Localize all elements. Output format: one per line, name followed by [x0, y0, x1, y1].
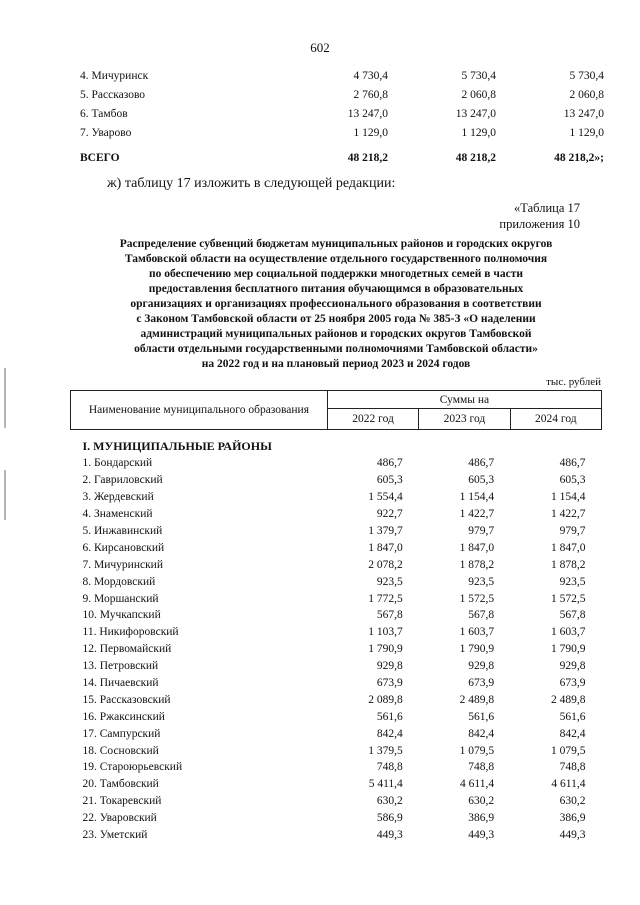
- table-row: [71, 776, 602, 793]
- value-2023: 4 611,4: [460, 778, 495, 791]
- title-line: Тамбовской области на осуществление отдельного государственного полномочия: [124, 253, 548, 265]
- value-2023: 5 730,4: [461, 70, 496, 82]
- value-2023: 1 422,7: [459, 508, 495, 521]
- value-2022: 630,2: [376, 795, 403, 808]
- row-name: 3. Жердевский: [82, 491, 154, 504]
- value-2022: 1 103,7: [368, 626, 403, 639]
- value-2023: 1 079,5: [459, 744, 495, 757]
- table-row: [80, 105, 604, 124]
- table-row: [71, 675, 602, 692]
- value-2024: 1 847,0: [551, 541, 586, 554]
- value-2024: 567,8: [559, 609, 586, 622]
- value-2024: 561,6: [559, 710, 586, 723]
- value-2022: 1 129,0: [353, 127, 388, 139]
- value-2024: 5 730,4: [569, 70, 604, 82]
- value-2024: 929,8: [559, 660, 586, 673]
- value-2024: 1 878,2: [551, 558, 586, 571]
- total-label: ВСЕГО: [80, 152, 120, 164]
- value-2024: 1 154,4: [551, 491, 586, 504]
- margin-mark: [4, 470, 6, 520]
- value-2024: 1 790,9: [551, 643, 586, 656]
- value-2023: 561,6: [468, 710, 495, 723]
- title-line: Распределение субвенций бюджетам муниципальных районов и городских округов: [119, 238, 553, 250]
- value-2022: 13 247,0: [347, 108, 388, 120]
- value-2024: 1 572,5: [551, 592, 586, 605]
- value-2023: 1 154,4: [459, 491, 495, 504]
- value-2023: 1 603,7: [459, 626, 495, 639]
- value-2023: 929,8: [468, 660, 495, 673]
- table-row: [71, 489, 602, 506]
- value-2022: 929,8: [376, 660, 403, 673]
- value-2023: 923,5: [468, 575, 495, 588]
- value-2023: 2 060,8: [461, 89, 496, 101]
- row-name: 5. Рассказово: [80, 89, 146, 101]
- value-2022: 842,4: [376, 727, 403, 740]
- title-line: администраций муниципальных районов и городских округов Тамбовской: [140, 328, 532, 340]
- value-2023: 567,8: [468, 609, 495, 622]
- table-row: [71, 523, 602, 540]
- total-2022: 48 218,2: [347, 152, 388, 164]
- previous-table-tail: [80, 67, 604, 173]
- value-2024: 386,9: [559, 812, 586, 825]
- value-2024: 673,9: [559, 677, 586, 690]
- value-2022: 1 847,0: [368, 541, 403, 554]
- value-2023: 1 790,9: [459, 643, 495, 656]
- table-body: [71, 430, 602, 844]
- total-2024: 48 218,2»;: [554, 152, 604, 164]
- header-row: [71, 391, 602, 409]
- value-2024: 449,3: [559, 829, 586, 842]
- caption-line: приложения 10: [499, 217, 580, 231]
- table-row: [80, 67, 604, 86]
- value-2022: 4 730,4: [353, 70, 388, 82]
- value-2022: 1 772,5: [368, 592, 403, 605]
- value-2023: 630,2: [468, 795, 495, 808]
- value-2022: 561,6: [376, 710, 403, 723]
- value-2022: 605,3: [376, 474, 403, 487]
- table-row: [71, 607, 602, 624]
- table-row: [71, 793, 602, 810]
- value-2024: 1 079,5: [551, 744, 586, 757]
- table-row: [71, 455, 602, 472]
- value-2024: 1 603,7: [551, 626, 586, 639]
- row-name: 13. Петровский: [82, 660, 159, 673]
- value-2022: 923,5: [376, 575, 403, 588]
- value-2022: 2 078,2: [368, 558, 403, 571]
- row-name: 5. Инжавинский: [82, 525, 163, 537]
- table-row: [71, 759, 602, 776]
- value-2023: 842,4: [468, 727, 495, 740]
- subsidy-table: [70, 390, 602, 843]
- row-name: 7. Уварово: [80, 127, 132, 139]
- value-2022: 486,7: [376, 457, 403, 470]
- section-title: I. МУНИЦИПАЛЬНЫЕ РАЙОНЫ: [82, 438, 272, 453]
- value-2023: 2 489,8: [459, 693, 495, 706]
- table-row: [71, 708, 602, 725]
- row-name: 16. Ржаксинский: [82, 710, 165, 723]
- value-2023: 673,9: [468, 677, 495, 690]
- row-name: 1. Бондарский: [82, 457, 153, 470]
- value-2024: 1 129,0: [569, 127, 604, 139]
- value-2024: 13 247,0: [563, 108, 604, 120]
- header-2023: 2023 год: [419, 409, 510, 430]
- row-name: 17. Сампурский: [82, 727, 161, 740]
- value-2024: 605,3: [559, 474, 586, 487]
- row-name: 7. Мичуринский: [82, 558, 163, 571]
- table-row: [71, 691, 602, 708]
- value-2024: 486,7: [559, 457, 586, 470]
- total-row: [80, 143, 604, 173]
- header-sums: Суммы на: [327, 391, 601, 409]
- table-row: [80, 124, 604, 143]
- table-row: [71, 556, 602, 573]
- row-name: 18. Сосновский: [82, 744, 159, 757]
- value-2023: 979,7: [468, 525, 495, 537]
- row-name: 15. Рассказовский: [82, 693, 171, 706]
- value-2023: 1 847,0: [459, 541, 495, 554]
- value-2024: 923,5: [559, 575, 586, 588]
- row-name: 10. Мучкапский: [82, 609, 161, 622]
- row-name: 9. Моршанский: [82, 592, 159, 605]
- value-2023: 13 247,0: [455, 108, 496, 120]
- row-name: 23. Уметский: [82, 829, 148, 842]
- table-row: [71, 810, 602, 827]
- value-2022: 1 379,5: [368, 744, 403, 757]
- row-name: 6. Кирсановский: [82, 541, 165, 554]
- previous-table-body: [80, 67, 604, 173]
- value-2023: 1 878,2: [459, 558, 495, 571]
- table-row: [71, 624, 602, 641]
- title-line: по обеспечению мер социальной поддержки многодетных семей в части: [149, 268, 523, 280]
- value-2024: 4 611,4: [551, 778, 586, 791]
- value-2022: 449,3: [376, 829, 403, 842]
- table-row: [71, 725, 602, 742]
- header-2024: 2024 год: [510, 409, 601, 430]
- value-2023: 1 129,0: [461, 127, 496, 139]
- table-header: [71, 391, 602, 430]
- header-name: Наименование муниципального образования: [71, 391, 328, 430]
- table-row: [71, 827, 602, 844]
- page-number: 602: [310, 40, 330, 55]
- value-2024: 842,4: [559, 727, 586, 740]
- value-2024: 1 422,7: [551, 508, 586, 521]
- value-2024: 2 060,8: [569, 89, 604, 101]
- title-line: организациях и организациях профессионального образования в соответствии: [130, 298, 542, 310]
- title-line: на 2022 год и на плановый период 2023 и 2024 годов: [201, 358, 471, 370]
- value-2023: 605,3: [468, 474, 495, 487]
- row-name: 19. Староюрьевский: [82, 761, 183, 774]
- value-2024: 630,2: [559, 795, 586, 808]
- value-2022: 2 089,8: [368, 693, 403, 706]
- row-name: 6. Тамбов: [80, 108, 128, 120]
- table-row: [71, 539, 602, 556]
- table-row: [71, 742, 602, 759]
- row-name: 21. Токаревский: [82, 795, 162, 808]
- value-2022: 586,9: [376, 812, 403, 825]
- value-2024: 979,7: [559, 525, 586, 537]
- table-row: [80, 86, 604, 105]
- value-2023: 486,7: [468, 457, 495, 470]
- value-2022: 748,8: [376, 761, 403, 774]
- row-name: 2. Гавриловский: [82, 474, 163, 487]
- table-row: [71, 573, 602, 590]
- row-name: 14. Пичаевский: [82, 677, 159, 690]
- row-name: 4. Мичуринск: [80, 70, 149, 82]
- table-row: [71, 472, 602, 489]
- value-2022: 1 379,7: [368, 525, 403, 537]
- value-2024: 2 489,8: [551, 693, 586, 706]
- row-name: 8. Мордовский: [82, 575, 156, 588]
- table-row: [71, 658, 602, 675]
- value-2022: 5 411,4: [368, 778, 403, 791]
- value-2023: 1 572,5: [459, 592, 495, 605]
- instruction-text: ж) таблицу 17 изложить в следующей редакции:: [107, 176, 396, 191]
- table-caption: [440, 200, 580, 232]
- value-2022: 2 760,8: [353, 89, 388, 101]
- row-name: 4. Знаменский: [82, 508, 153, 521]
- title-line: предоставления бесплатного питания обучающимся в образовательных: [148, 283, 524, 295]
- table-row: [71, 506, 602, 523]
- row-name: 12. Первомайский: [82, 643, 172, 656]
- value-2023: 449,3: [468, 829, 495, 842]
- row-name: 20. Тамбовский: [82, 778, 159, 791]
- row-name: 11. Никифоровский: [82, 626, 179, 639]
- title-line: с Законом Тамбовской области от 25 ноября 2005 года № 385-З «О наделении: [136, 313, 536, 325]
- value-2022: 567,8: [376, 609, 403, 622]
- value-2022: 1 554,4: [368, 491, 403, 504]
- section-row: [71, 430, 602, 456]
- value-2022: 673,9: [376, 677, 403, 690]
- value-2022: 922,7: [376, 508, 403, 521]
- table-row: [71, 641, 602, 658]
- row-name: 22. Уваровский: [82, 812, 157, 825]
- units-label: тыс. рублей: [546, 376, 601, 388]
- caption-line: «Таблица 17: [514, 201, 580, 215]
- table-row: [71, 590, 602, 607]
- document-title: [66, 237, 606, 372]
- total-2023: 48 218,2: [455, 152, 496, 164]
- value-2022: 1 790,9: [368, 643, 403, 656]
- value-2023: 748,8: [468, 761, 495, 774]
- value-2023: 386,9: [468, 812, 495, 825]
- value-2024: 748,8: [559, 761, 586, 774]
- title-line: области отдельными государственными полномочиями Тамбовской области»: [134, 343, 538, 355]
- header-2022: 2022 год: [327, 409, 418, 430]
